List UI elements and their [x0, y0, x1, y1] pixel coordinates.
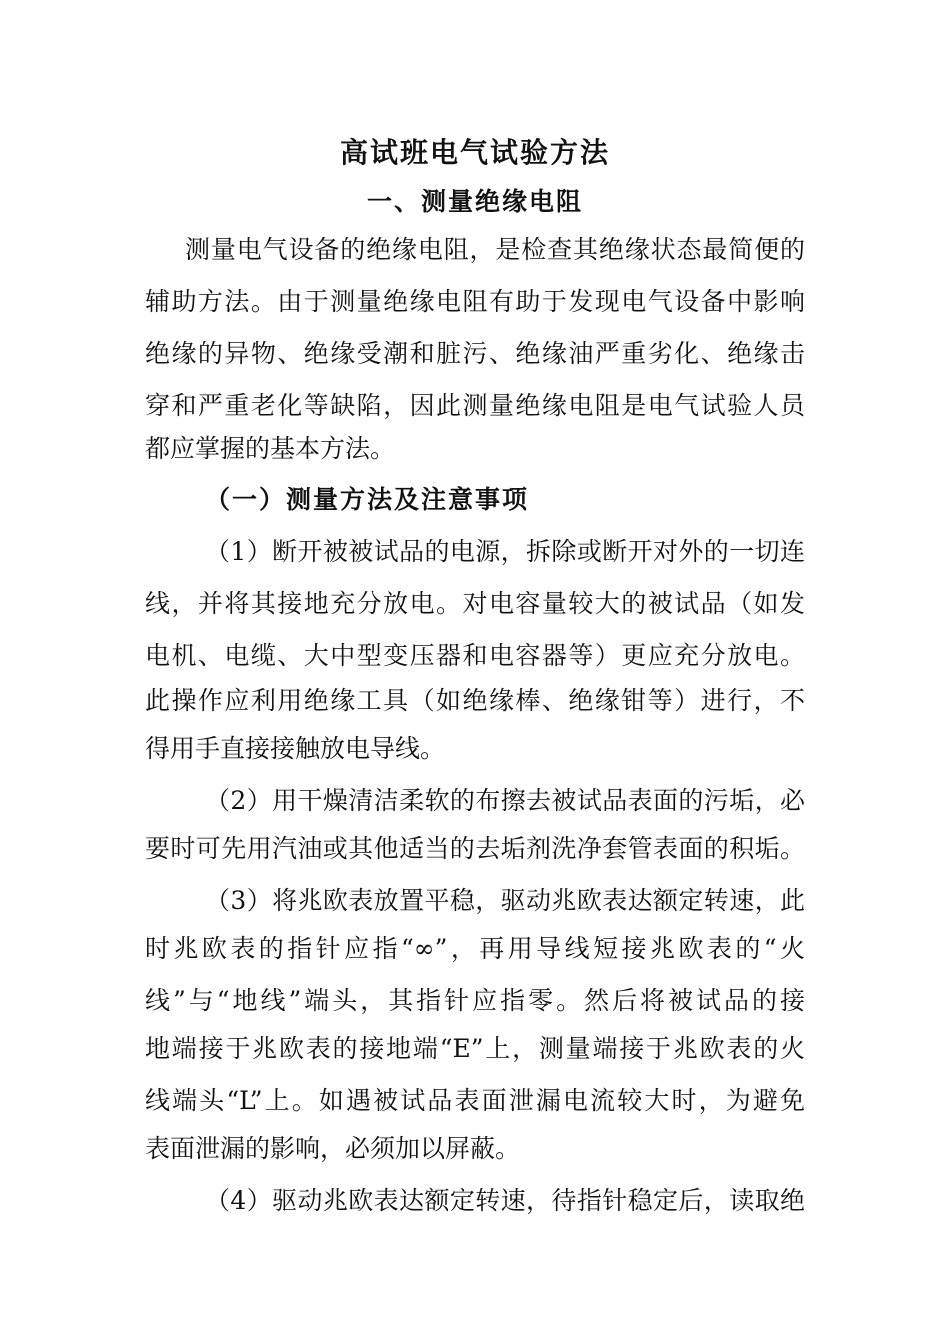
paragraph-line: （4）驱动兆欧表达额定转速，待指针稳定后，读取绝 [205, 1186, 805, 1215]
paragraph-line: 地端接于兆欧表的接地端“E”上，测量端接于兆欧表的火 [145, 1034, 805, 1063]
paragraph-line: 表面泄漏的影响，必须加以屏蔽。 [145, 1134, 521, 1163]
paragraph-line: （1）断开被被试品的电源，拆除或断开对外的一切连 [205, 537, 805, 566]
paragraph-line: 辅助方法。由于测量绝缘电阻有助于发现电气设备中影响 [145, 287, 805, 316]
paragraph-line: 穿和严重老化等缺陷，因此测量绝缘电阻是电气试验人员 [145, 391, 805, 420]
paragraph-line: 测量电气设备的绝缘电阻，是检查其绝缘状态最简便的 [185, 235, 805, 264]
paragraph-line: （2）用干燥清洁柔软的布擦去被试品表面的污垢，必 [205, 786, 805, 815]
paragraph-line: 电机、电缆、大中型变压器和电容器等）更应充分放电。 [145, 641, 805, 670]
section-heading: 一、测量绝缘电阻 [366, 187, 583, 216]
paragraph-line: 线”与“地线”端头，其指针应指零。然后将被试品的接 [145, 986, 805, 1015]
paragraph-line: （3）将兆欧表放置平稳，驱动兆欧表达额定转速，此 [205, 886, 805, 915]
paragraph-line: 要时可先用汽油或其他适当的去垢剂洗净套管表面的积垢。 [145, 834, 805, 863]
subsection-heading: （一）测量方法及注意事项 [205, 485, 530, 514]
paragraph-line: 此操作应利用绝缘工具（如绝缘棒、绝缘钳等）进行，不 [145, 686, 805, 715]
paragraph-line: 线端头“L”上。如遇被试品表面泄漏电流较大时，为避免 [145, 1086, 805, 1115]
paragraph-line: 线，并将其接地充分放电。对电容量较大的被试品（如发 [145, 589, 805, 618]
paragraph-line: 得用手直接接触放电导线。 [145, 734, 446, 763]
paragraph-line: 都应掌握的基本方法。 [145, 434, 396, 463]
paragraph-line: 时兆欧表的指针应指“∞”，再用导线短接兆欧表的“火 [145, 934, 805, 963]
document-title: 高试班电气试验方法 [339, 136, 610, 169]
paragraph-line: 绝缘的异物、绝缘受潮和脏污、绝缘油严重劣化、绝缘击 [145, 339, 805, 368]
